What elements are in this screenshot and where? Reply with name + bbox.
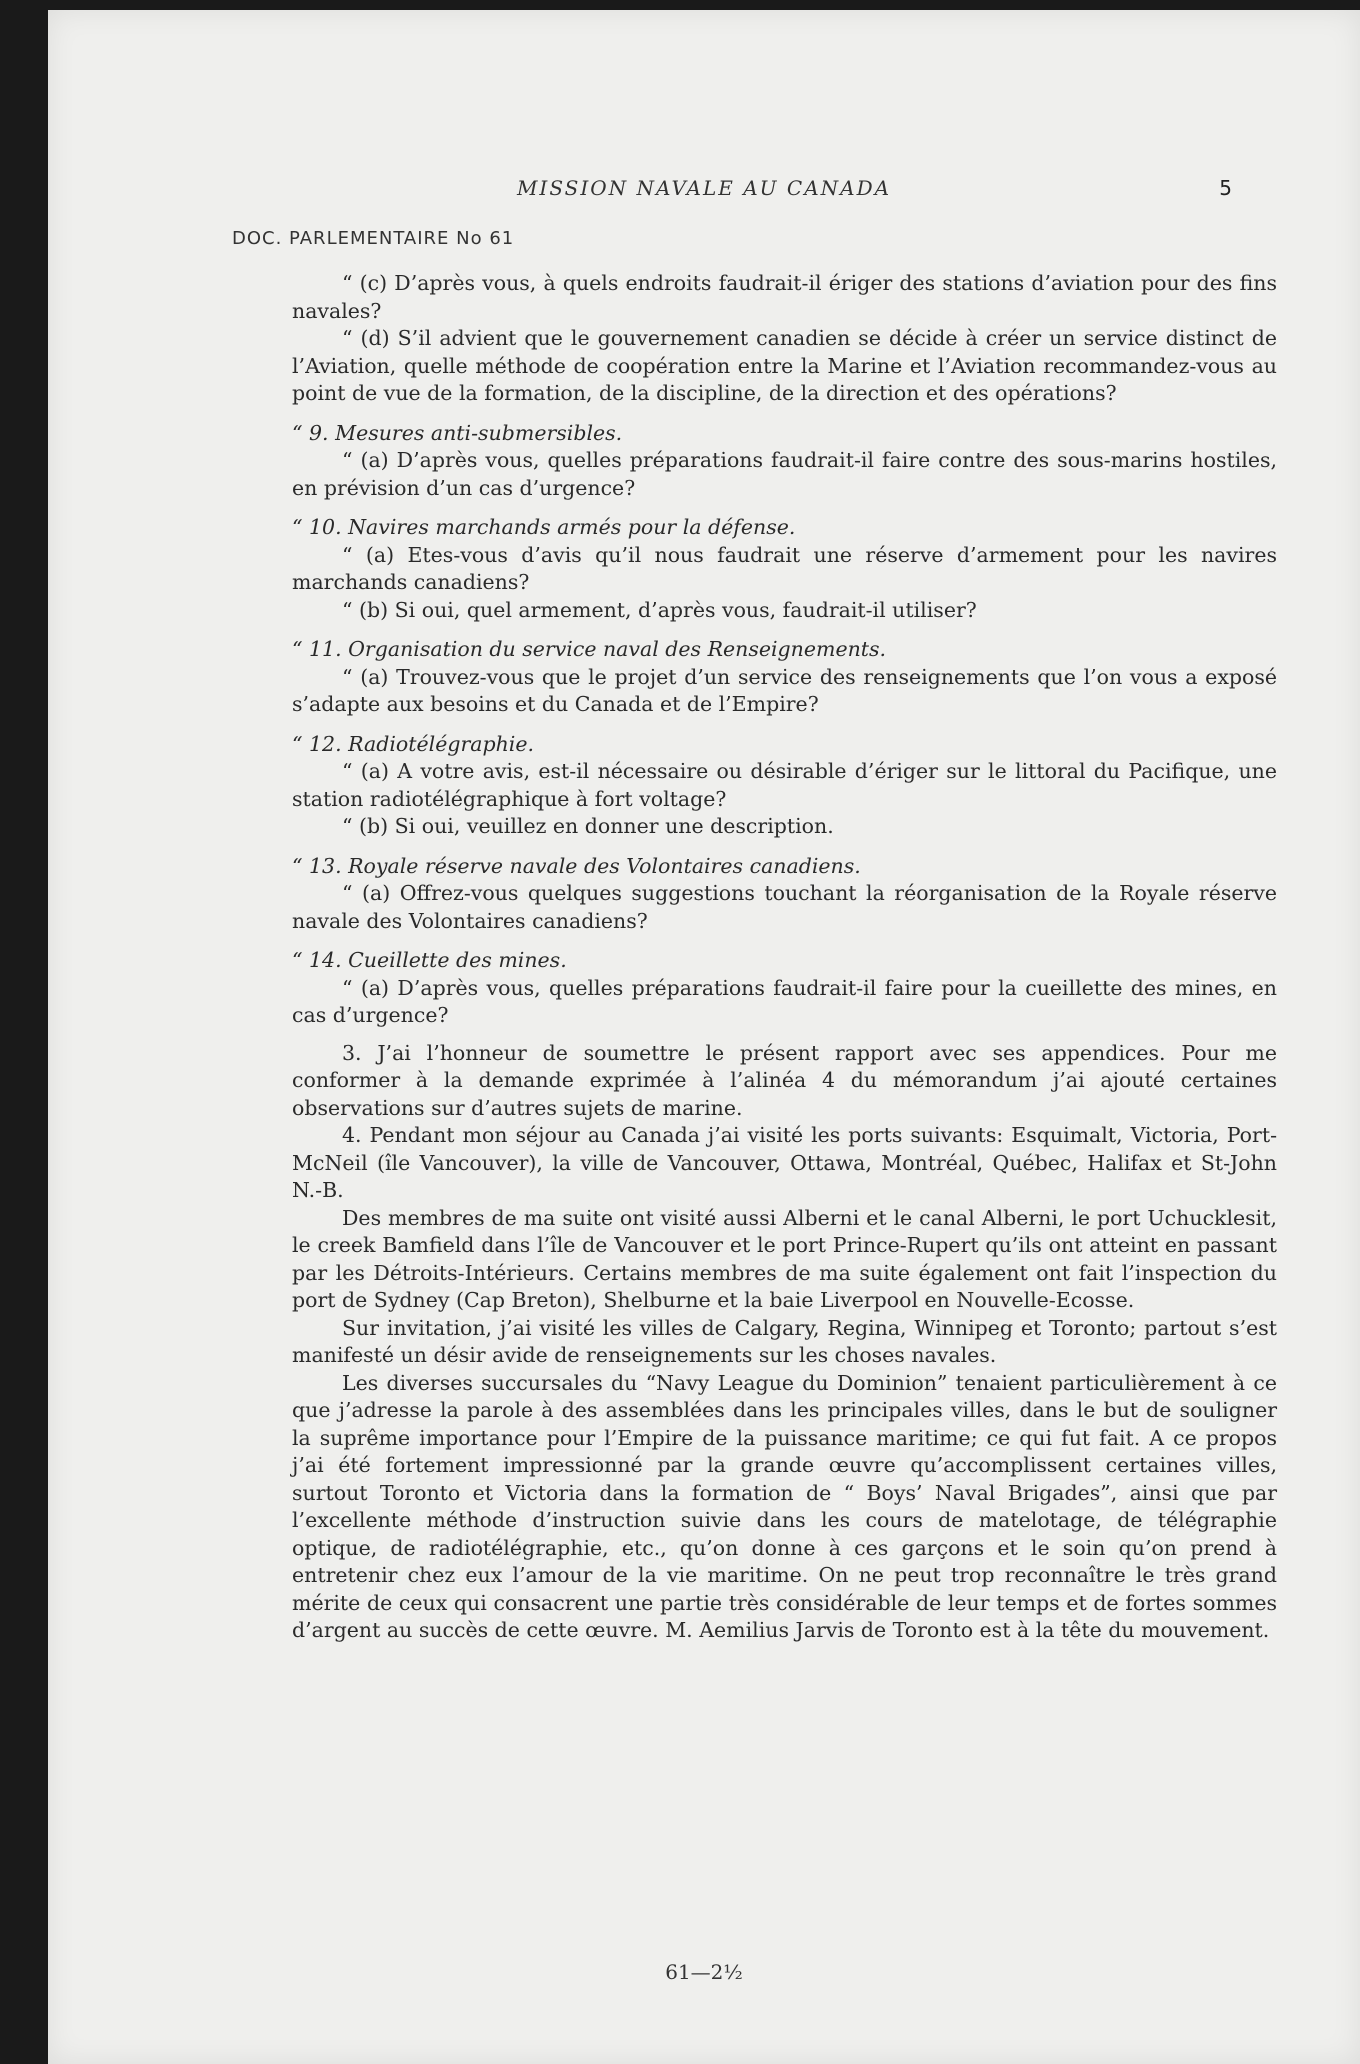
running-title: MISSION NAVALE AU CANADA <box>516 176 892 200</box>
document-reference: DOC. PARLEMENTAIRE No 61 <box>232 228 515 249</box>
question-item: “ (b) Si oui, veuillez en donner une description. <box>342 814 834 838</box>
paragraph: 3. J’ai l’honneur de soumettre le présent rapport avec ses appendices. Pour me conformer à la demande exprimée à l’alinéa 4 du mémorandum j’ai ajouté certaines observations sur d’autres sujets de marine. <box>292 1040 1277 1120</box>
body-text <box>292 270 1277 1645</box>
paragraph: 4. Pendant mon séjour au Canada j’ai visité les ports suivants: Esquimalt, Victoria, Port-McNeil (île Vancouver), la ville de Vancouver, Ottawa, Montréal, Québec, Halifax et St-John N.-B. <box>292 1123 1277 1202</box>
question-section-title: “ 12. Radiotélégraphie. <box>292 731 534 756</box>
paragraph: Les diverses succursales du “Navy League du Dominion” tenaient particulièrement à ce que j’adresse la parole à des assemblées dans les principales villes, dans le but de souligner la suprême importance pour l’Empire de la puissance maritime; ce qui fut fait. A ce propos j’ai été fortement impressionné par la grande œuvre qu’accomplissent certaines villes, surtout Toronto et Victoria dans la formation de “ Boys’ Naval Brigades”, ainsi que par l’excellente méthode d’instruction suivie dans les cours de matelotage, de télégraphie optique, de radiotélégraphie, etc., qu’on donne à ces garçons et le soin qu’on prend à entretenir chez eux l’amour de la vie maritime. On ne peut trop reconnaître le très grand mérite de ceux qui consacrent une partie très considérable de leur temps et de fortes sommes d’argent au succès de cette œuvre. M. Aemilius Jarvis de Toronto est à la tête du mouvement. <box>292 1370 1277 1642</box>
question-section-title: “ 9. Mesures anti-submersibles. <box>292 420 623 445</box>
paragraph: Des membres de ma suite ont visité aussi Alberni et le canal Alberni, le port Uchucklesit, le creek Bamfield dans l’île de Vancouver et le port Prince-Rupert qu’ils ont atteint en passant par les Détroits-Intérieurs. Certains membres de ma suite également ont fait l’inspection du port de Sydney (Cap Breton), Shelburne et la baie Liverpool en Nouvelle-Ecosse. <box>292 1205 1277 1312</box>
question-item: “ (c) D’après vous, à quels endroits faudrait-il ériger des stations d’aviation pour des fins navales? <box>292 271 1277 323</box>
question-section-title: “ 13. Royale réserve navale des Volontaires canadiens. <box>292 853 861 878</box>
question-item: “ (a) Etes-vous d’avis qu’il nous faudrait une réserve d’armement pour les navires marchands canadiens? <box>292 542 1277 594</box>
question-item: “ (a) Offrez-vous quelques suggestions touchant la réorganisation de la Royale réserve navale des Volontaires canadiens? <box>292 881 1277 933</box>
signature-reference: 61—2½ <box>665 1960 743 1984</box>
question-item: “ (d) S’il advient que le gouvernement canadien se décide à créer un service distinct de l’Aviation, quelle méthode de coopération entre la Marine et l’Aviation recommandez-vous au point de vue de la formation, de la discipline, de la direction et des opérations? <box>292 326 1277 405</box>
question-section-title: “ 10. Navires marchands armés pour la défense. <box>292 515 796 539</box>
question-item: “ (a) D’après vous, quelles préparations faudrait-il faire contre des sous-marins hostiles, en prévision d’un cas d’urgence? <box>292 448 1277 500</box>
page-number: 5 <box>1219 176 1232 200</box>
question-item: “ (a) Trouvez-vous que le projet d’un service des renseignements que l’on vous a exposé s’adapte aux besoins et du Canada et de l’Empire? <box>292 664 1277 716</box>
document-page <box>48 10 1360 2064</box>
question-item: “ (a) D’après vous, quelles préparations faudrait-il faire pour la cueillette des mines, en cas d’urgence? <box>292 975 1277 1027</box>
question-section-title: “ 14. Cueillette des mines. <box>292 948 567 972</box>
paragraph: Sur invitation, j’ai visité les villes de Calgary, Regina, Winnipeg et Toronto; partout s’est manifesté un désir avide de renseignements sur les choses navales. <box>292 1315 1277 1367</box>
question-section-title: “ 11. Organisation du service naval des Renseignements. <box>292 637 887 661</box>
question-item: “ (a) A votre avis, est-il nécessaire ou désirable d’ériger sur le littoral du Pacifique, une station radiotélégraphique à fort voltage? <box>292 759 1277 811</box>
question-item: “ (b) Si oui, quel armement, d’après vous, faudrait-il utiliser? <box>342 597 977 622</box>
